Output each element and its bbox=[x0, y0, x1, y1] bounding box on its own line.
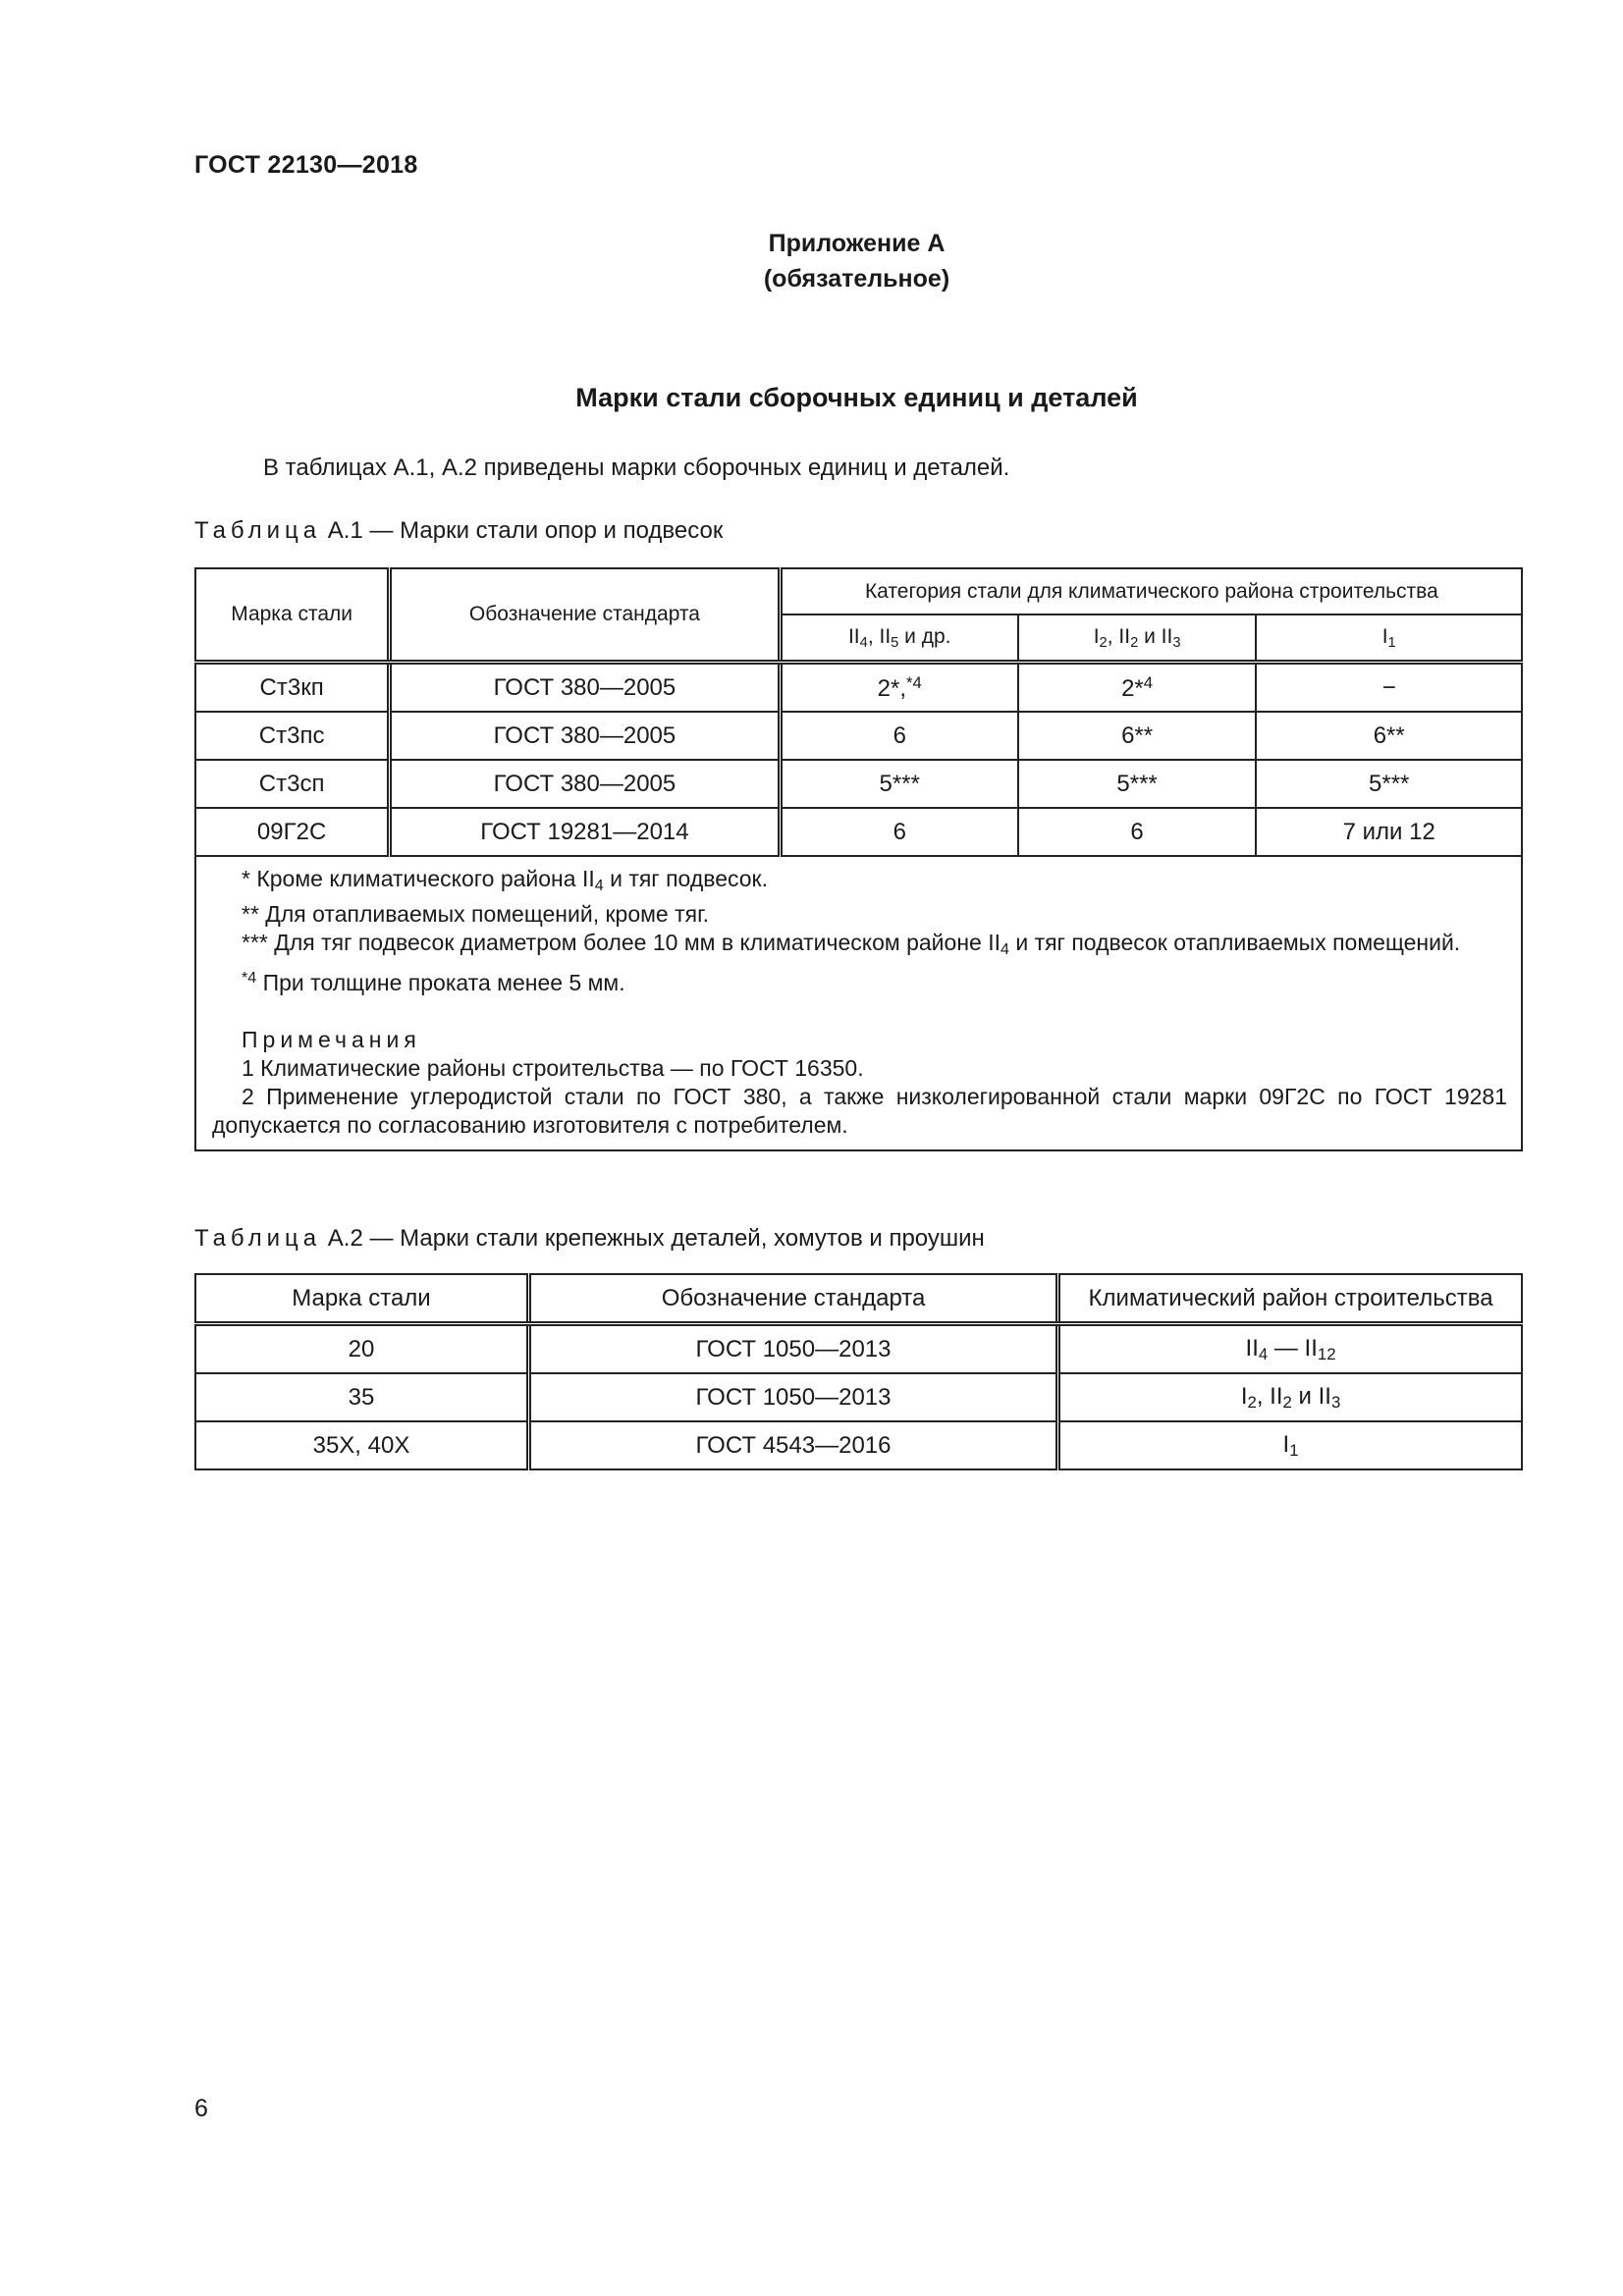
notes-heading: Примечания bbox=[242, 1027, 421, 1052]
note-1: 1 Климатические районы строительства — по ГОСТ 16350. bbox=[242, 1055, 864, 1081]
cell-standard: ГОСТ 19281—2014 bbox=[390, 808, 780, 856]
header-grade: Марка стали bbox=[195, 1274, 528, 1324]
header-grade: Марка стали bbox=[195, 568, 390, 663]
cell-grade: Ст3пс bbox=[195, 712, 390, 760]
cell-grade: 09Г2С bbox=[195, 808, 390, 856]
annex-heading bbox=[45, 226, 1623, 296]
table2-caption-word: Таблица bbox=[194, 1225, 322, 1252]
table-row bbox=[195, 1373, 1522, 1421]
table-row bbox=[195, 1324, 1522, 1374]
cell-category-3: − bbox=[1256, 663, 1522, 713]
cell-grade: Ст3кп bbox=[195, 663, 390, 713]
table-row bbox=[195, 760, 1522, 808]
cell-category-1: 6 bbox=[780, 808, 1018, 856]
header-sub-i1: $I_1$ bbox=[1256, 614, 1522, 663]
header-standard: Обозначение стандарта bbox=[390, 568, 780, 663]
table-row bbox=[195, 1421, 1522, 1469]
header-standard: Обозначение стандарта bbox=[528, 1274, 1057, 1324]
cell-grade: 35 bbox=[195, 1373, 528, 1421]
cell-standard: ГОСТ 380—2005 bbox=[390, 760, 780, 808]
table2-caption bbox=[194, 1225, 985, 1253]
footnote-4: $^{*4}$ При толщине проката менее 5 мм. bbox=[242, 969, 625, 995]
cell-category-2: 6 bbox=[1018, 808, 1257, 856]
cell-region: $II_4$ — $II_{12}$ bbox=[1058, 1324, 1522, 1374]
cell-grade: Ст3сп bbox=[195, 760, 390, 808]
page-number: 6 bbox=[194, 2095, 208, 2122]
cell-category-2: 5*** bbox=[1018, 760, 1257, 808]
table-a2 bbox=[194, 1273, 1523, 1470]
cell-standard: ГОСТ 1050—2013 bbox=[528, 1324, 1057, 1374]
cell-region: $I_1$ bbox=[1058, 1421, 1522, 1469]
footnote-2: ** Для отапливаемых помещений, кроме тяг. bbox=[242, 901, 710, 927]
header-sub-i2-ii2-ii3: $I_2$, $II_2$ и $II_3$ bbox=[1018, 614, 1257, 663]
cell-standard: ГОСТ 1050—2013 bbox=[528, 1373, 1057, 1421]
cell-category-3: 6** bbox=[1256, 712, 1522, 760]
cell-category-2: 2*$^4$ bbox=[1018, 663, 1257, 713]
table-row bbox=[195, 663, 1522, 713]
annex-status: (обязательное) bbox=[763, 265, 950, 293]
header-region: Климатический район строительства bbox=[1058, 1274, 1522, 1324]
table-a1 bbox=[194, 567, 1523, 1151]
note-2: 2 Применение углеродистой стали по ГОСТ 380, а также низколегированной стали марки 09Г2С по ГОСТ 19281 допускается по согласованию изготовителя с потребителем. bbox=[212, 1084, 1507, 1138]
document-id: ГОСТ 22130—2018 bbox=[194, 151, 418, 179]
cell-standard: ГОСТ 4543—2016 bbox=[528, 1421, 1057, 1469]
table1-caption-word: Таблица bbox=[194, 517, 322, 544]
cell-category-3: 5*** bbox=[1256, 760, 1522, 808]
intro-paragraph: В таблицах А.1, А.2 приведены марки сборочных единиц и деталей. bbox=[263, 454, 1010, 481]
header-sub-ii4-ii5: $II_4$, $II_5$ и др. bbox=[780, 614, 1018, 663]
table1-caption-text: А.1 — Марки стали опор и подвесок bbox=[327, 517, 724, 544]
cell-category-1: 6 bbox=[780, 712, 1018, 760]
footnote-3: *** Для тяг подвесок диаметром более 10 мм в климатическом районе $II_4$ и тяг подвесок отапливаемых помещений. bbox=[242, 930, 1461, 958]
table1-footnotes bbox=[195, 856, 1522, 1150]
section-title: Марки стали сборочных единиц и деталей bbox=[575, 383, 1138, 412]
table-row bbox=[195, 712, 1522, 760]
cell-grade: 20 bbox=[195, 1324, 528, 1374]
cell-standard: ГОСТ 380—2005 bbox=[390, 712, 780, 760]
annex-name: Приложение А bbox=[768, 230, 946, 257]
footnote-1: * Кроме климатического района $II_4$ и тяг подвесок. bbox=[242, 866, 768, 894]
cell-category-2: 6** bbox=[1018, 712, 1257, 760]
table1-caption bbox=[194, 517, 723, 545]
cell-category-1: 5*** bbox=[780, 760, 1018, 808]
cell-region: $I_2$, $II_2$ и $II_3$ bbox=[1058, 1373, 1522, 1421]
cell-category-3: 7 или 12 bbox=[1256, 808, 1522, 856]
table2-caption-text: А.2 — Марки стали крепежных деталей, хомутов и проушин bbox=[327, 1225, 985, 1252]
table-row bbox=[195, 808, 1522, 856]
cell-standard: ГОСТ 380—2005 bbox=[390, 663, 780, 713]
cell-grade: 35Х, 40Х bbox=[195, 1421, 528, 1469]
cell-category-1: 2*,$^{*4}$ bbox=[780, 663, 1018, 713]
header-category: Категория стали для климатического района строительства bbox=[780, 568, 1522, 614]
